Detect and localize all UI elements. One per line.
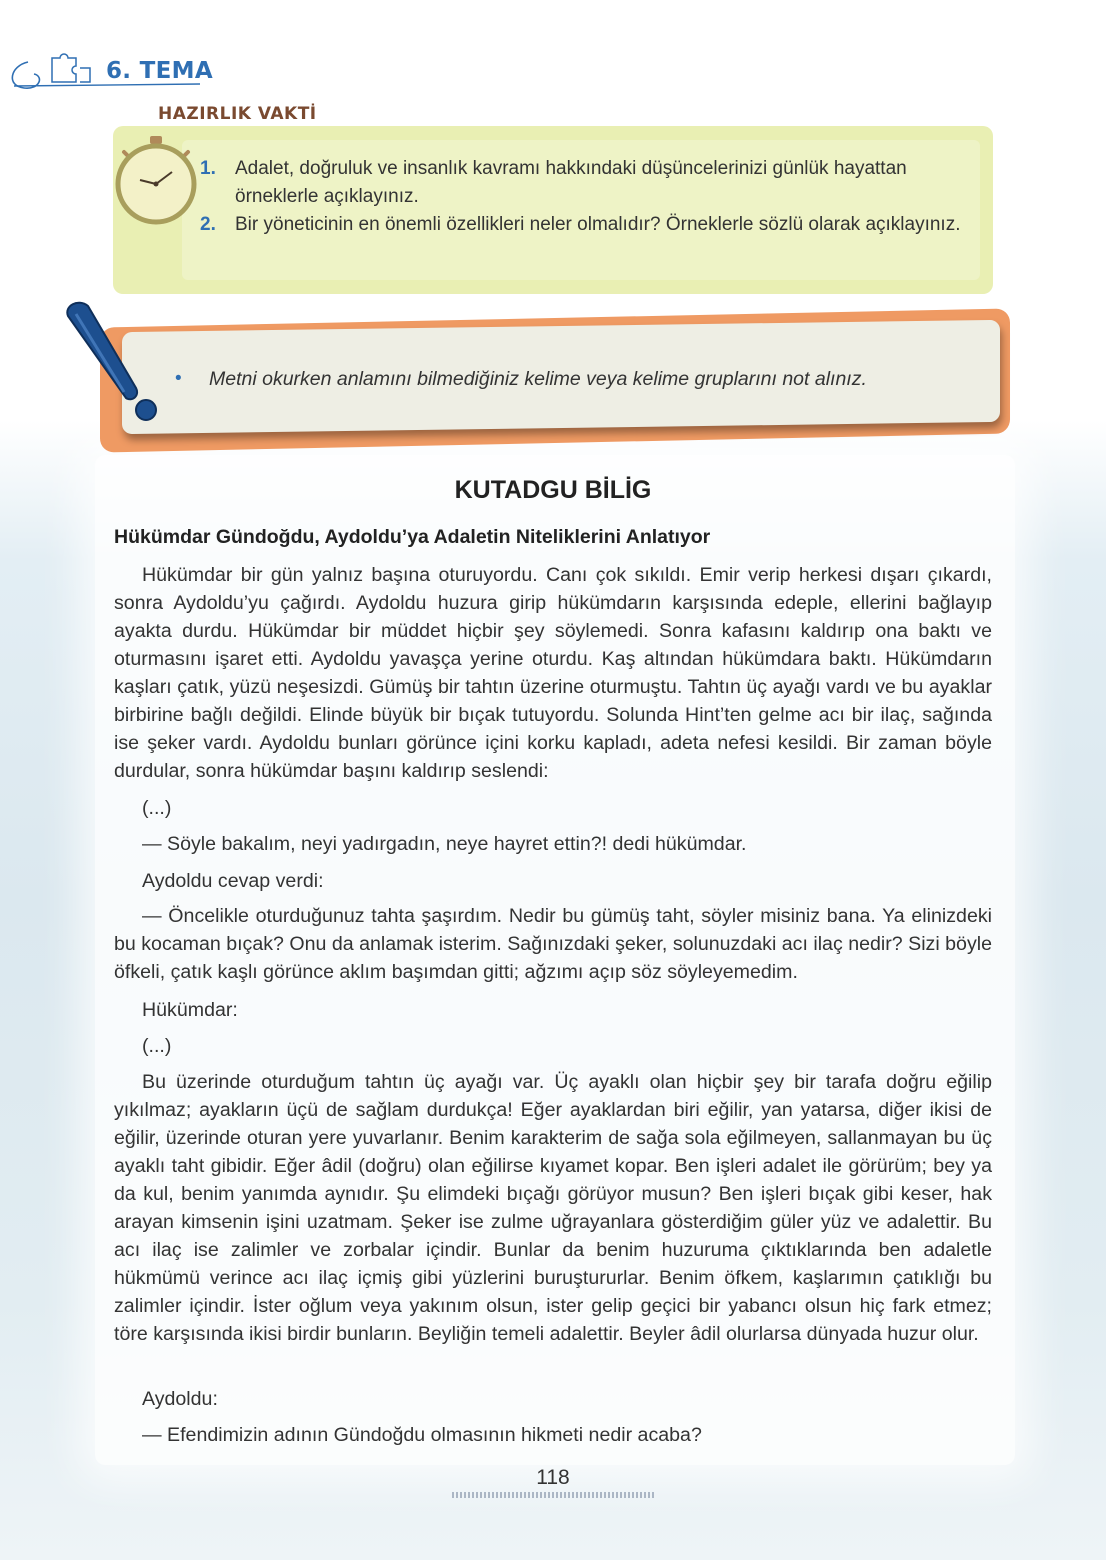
paragraph: (...) <box>142 1035 172 1057</box>
paragraph: — Efendimizin adının Gündoğdu olmasının hikmeti nedir acaba? <box>142 1424 702 1446</box>
paragraph: — Söyle bakalım, neyi yadırgadın, neye hayret ettin?! dedi hükümdar. <box>142 833 747 855</box>
paragraph: Bu üzerinde oturduğum tahtın üç ayağı var. Üç ayaklı olan hiçbir şey bir tarafa doğru eğilip yıkılmaz; ayakların üçü de sağlam durdukça! Eğer ayaklardan biri eğilir, yan yatarsa, diğer ikisi de eğilir, üzerinde oturan yere yuvarlanır. Benim karakterim de sağa sola eğilmeyen, sallanmayan bu üç ayaklı taht gibidir. Eğer âdil (doğru) olan eğilirse kıyamet kopar. Ben işleri adalet ile görürüm; bey ya da kul, benim yanımda aynıdır. Şu elimdeki bıçağı görüyor musun? Ben işleri bıçak gibi keser, hak arayan kimsenin işini uzatmam. Şeker ise zulme uğrayanlara gösterdiğim güler yüz ve adalettir. Bu acı ilaç ise zalimler ve zorbalar içindir. Bunlar da benim huzuruma çıktıklarında ben adaletle hükmümü verince acı ilaç içmiş gibi yüzlerini buruştururlar. Benim öfkem, kaşlarımın çatıklığı bu zalimler içindir. İster oğlum veya yakınım olsun, ister gelip geçici bir yabancı olsun hiç fark etmez; töre karşısında ikisi birdir bunların. Beyliğin temeli adalettir. Beyler âdil olurlarsa dünyada huzur olur. <box>114 1071 992 1345</box>
prep-item-number: 2. <box>200 214 216 235</box>
note-bullet: • <box>175 368 182 389</box>
article-subtitle: Hükümdar Gündoğdu, Aydoldu’ya Adaletin Niteliklerini Anlatıyor <box>114 526 711 548</box>
page-number-decoration <box>452 1492 654 1498</box>
article-title: KUTADGU BİLİG <box>454 476 652 504</box>
prep-title: HAZIRLIK VAKTİ <box>158 104 317 124</box>
page-number: 118 <box>536 1466 570 1489</box>
stopwatch-icon <box>110 132 202 228</box>
paragraph: Aydoldu cevap verdi: <box>142 870 324 892</box>
prep-item-text: Bir yöneticinin en önemli özellikleri neler olmalıdır? Örneklerle sözlü olarak açıklayınız. <box>235 214 961 235</box>
prep-item-number: 1. <box>200 158 216 179</box>
theme-label: 6. TEMA <box>106 58 213 84</box>
exclamation-icon <box>62 298 166 428</box>
paragraph: Hükümdar: <box>142 999 238 1021</box>
paragraph: Aydoldu: <box>142 1388 218 1410</box>
prep-item-1 <box>200 155 970 211</box>
paragraph: (...) <box>142 797 172 819</box>
paragraph: — Öncelikle oturduğunuz tahta şaşırdım. Nedir bu gümüş taht, söyler misiniz bana. Ya elinizdeki bu kocaman bıçak? Onu da anlamak isterim. Sağınızdaki şeker, solunuzdaki acı ilaç nedir? Sizi böyle öfkeli, çatık kaşlı görünce aklım başımdan gitti; ağzımı açıp söz söyleyemedim. <box>114 905 992 983</box>
paragraph: Hükümdar bir gün yalnız başına oturuyordu. Canı çok sıkıldı. Emir verip herkesi dışarı çıkardı, sonra Aydoldu’yu çağırdı. Aydoldu huzura girip hükümdarın karşısında edeple, ellerini bağlayıp ayakta durdu. Hükümdar bir müddet hiçbir şey söylemedi. Sonra kafasını kaldırıp ona baktı ve oturmasını işaret etti. Aydoldu yavaşça yerine oturdu. Kaş altından hükümdara baktı. Hükümdarın kaşları çatık, yüzü neşesizdi. Gümüş bir tahtın üzerine oturmuştu. Tahtın üç ayağı vardı ve bu ayaklar birbirine bağlı değildi. Elinde büyük bir bıçak tutuyordu. Solunda Hint’ten gelme acı bir ilaç, sağında ise şeker vardı. Aydoldu bunları görünce içini korku kapladı, adeta nefesi kesildi. Bir zaman böyle durdular, sonra hükümdar başını kaldırıp seslendi: <box>114 564 992 782</box>
puzzle-icon <box>52 54 90 82</box>
note-text: Metni okurken anlamını bilmediğiniz kelime veya kelime gruplarını not alınız. <box>209 368 867 390</box>
prep-item-2 <box>200 211 970 239</box>
prep-item-text: Adalet, doğruluk ve insanlık kavramı hakkındaki düşüncelerinizi günlük hayattan örneklerle açıklayınız. <box>235 158 907 207</box>
